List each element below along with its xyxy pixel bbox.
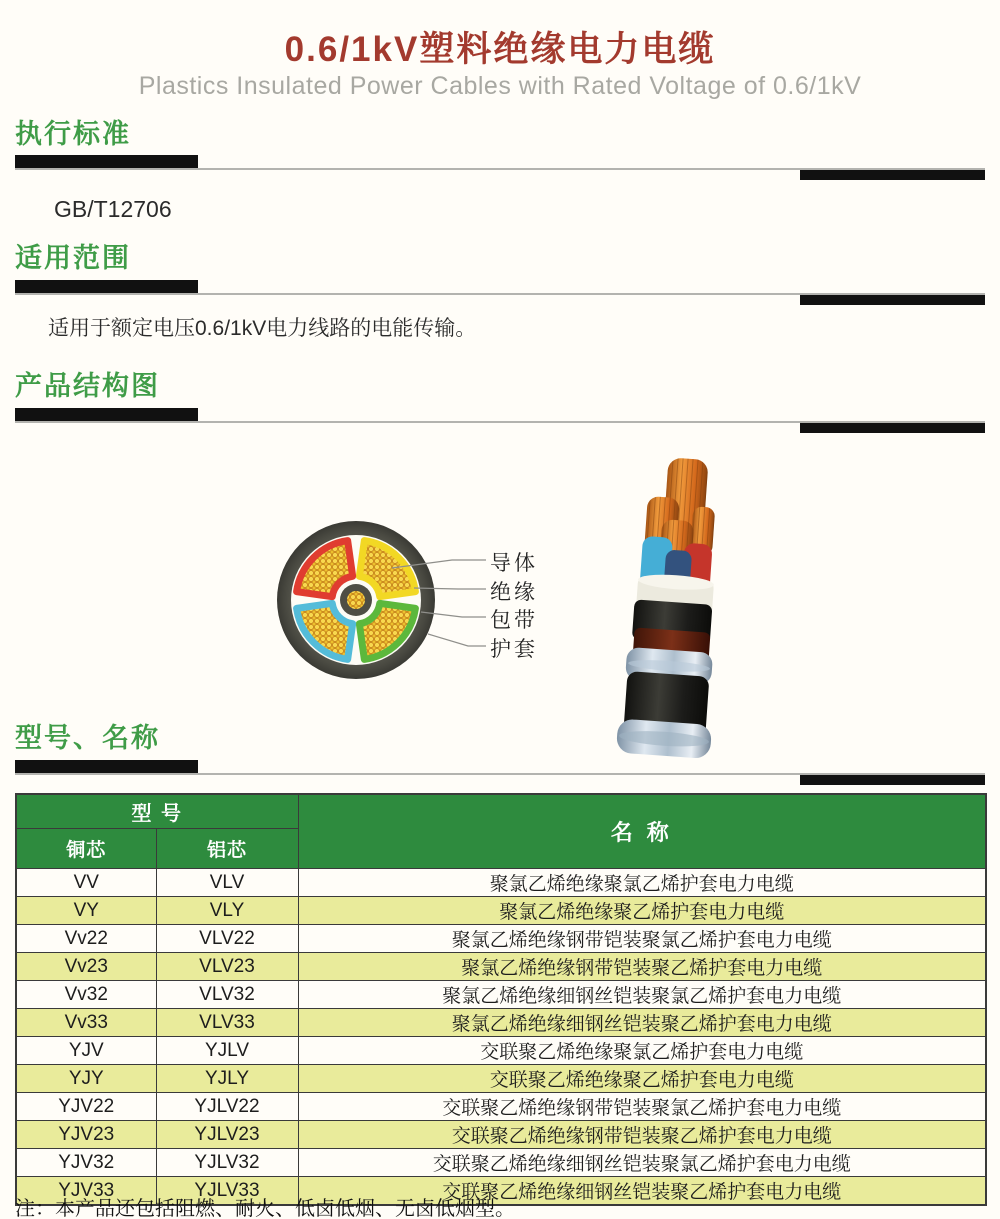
cable-name: 交联聚乙烯绝缘聚氯乙烯护套电力电缆 [298, 1037, 986, 1065]
structure-label-insulation: 绝缘 [490, 581, 538, 604]
section-divider [15, 760, 985, 788]
copper-model-code: YJV23 [16, 1121, 156, 1149]
cable-name: 聚氯乙烯绝缘细钢丝铠装聚乙烯护套电力电缆 [298, 1009, 986, 1037]
structure-label-conductor: 导体 [490, 552, 538, 575]
aluminum-model-code: YJLV33 [156, 1177, 298, 1206]
page-title: 0.6/1kV塑料绝缘电力电缆 [284, 30, 716, 69]
copper-model-code: YJV22 [16, 1093, 156, 1121]
copper-model-code: YJV [16, 1037, 156, 1065]
copper-model-code: YJY [16, 1065, 156, 1093]
table-row [16, 1121, 986, 1149]
aluminum-model-code: YJLV22 [156, 1093, 298, 1121]
cable-name: 聚氯乙烯绝缘钢带铠装聚氯乙烯护套电力电缆 [298, 925, 986, 953]
copper-model-code: YJV32 [16, 1149, 156, 1177]
copper-model-code: VY [16, 897, 156, 925]
center-conductor [347, 591, 365, 609]
cable-name: 聚氯乙烯绝缘细钢丝铠装聚氯乙烯护套电力电缆 [298, 981, 986, 1009]
aluminum-model-code: YJLV [156, 1037, 298, 1065]
table-row [16, 1065, 986, 1093]
aluminum-model-code: VLV32 [156, 981, 298, 1009]
section-heading-models: 型号、名称 [15, 723, 160, 753]
divider-left-bar [15, 280, 198, 294]
table-header-name: 名 称 [298, 794, 986, 869]
cable-name: 交联聚乙烯绝缘钢带铠装聚氯乙烯护套电力电缆 [298, 1093, 986, 1121]
copper-model-code: Vv22 [16, 925, 156, 953]
page-subtitle-english: Plastics Insulated Power Cables with Rated Voltage of 0.6/1kV [138, 72, 862, 100]
standard-value: GB/T12706 [54, 196, 172, 222]
aluminum-model-code: VLV23 [156, 953, 298, 981]
table-row [16, 1093, 986, 1121]
table-row [16, 1149, 986, 1177]
table-row [16, 1037, 986, 1065]
aluminum-model-code: VLY [156, 897, 298, 925]
aluminum-model-code: YJLY [156, 1065, 298, 1093]
structure-label-tape: 包带 [490, 609, 538, 632]
aluminum-model-code: VLV [156, 869, 298, 897]
table-header-copper: 铜芯 [16, 829, 156, 869]
section-divider [15, 155, 985, 183]
divider-left-bar [15, 408, 198, 422]
cable-photo [600, 450, 760, 760]
cable-name: 聚氯乙烯绝缘钢带铠装聚乙烯护套电力电缆 [298, 953, 986, 981]
cable-name: 交联聚乙烯绝缘细钢丝铠装聚氯乙烯护套电力电缆 [298, 1149, 986, 1177]
aluminum-model-code: YJLV32 [156, 1149, 298, 1177]
table-row [16, 897, 986, 925]
table-header-aluminum: 铝芯 [156, 829, 298, 869]
divider-left-bar [15, 760, 198, 774]
copper-model-code: YJV33 [16, 1177, 156, 1206]
cable-name: 交联聚乙烯绝缘聚乙烯护套电力电缆 [298, 1065, 986, 1093]
model-name-table [15, 793, 987, 1206]
copper-model-code: Vv23 [16, 953, 156, 981]
aluminum-model-code: VLV33 [156, 1009, 298, 1037]
footnote: 注：本产品还包括阻燃、耐火、低卤低烟、无卤低烟型。 [15, 1198, 515, 1219]
cable-name: 聚氯乙烯绝缘聚乙烯护套电力电缆 [298, 897, 986, 925]
divider-right-bar [800, 170, 985, 180]
table-row [16, 925, 986, 953]
table-row [16, 1009, 986, 1037]
table-row [16, 953, 986, 981]
copper-model-code: Vv32 [16, 981, 156, 1009]
table-row [16, 869, 986, 897]
structure-label-sheath: 护套 [490, 638, 538, 661]
scope-description: 适用于额定电压0.6/1kV电力线路的电能传输。 [48, 317, 477, 340]
copper-model-code: Vv33 [16, 1009, 156, 1037]
table-header-model: 型 号 [16, 794, 298, 829]
section-divider [15, 280, 985, 308]
section-heading-structure: 产品结构图 [15, 371, 160, 401]
divider-right-bar [800, 775, 985, 785]
copper-model-code: VV [16, 869, 156, 897]
table-row [16, 981, 986, 1009]
cable-name: 交联聚乙烯绝缘细钢丝铠装聚乙烯护套电力电缆 [298, 1177, 986, 1206]
section-heading-standard: 执行标准 [15, 119, 131, 149]
cable-name: 聚氯乙烯绝缘聚氯乙烯护套电力电缆 [298, 869, 986, 897]
product-structure-figure [0, 430, 1000, 760]
section-heading-scope: 适用范围 [15, 243, 131, 273]
cable-cross-section-diagram [276, 520, 436, 680]
aluminum-model-code: VLV22 [156, 925, 298, 953]
divider-left-bar [15, 155, 198, 169]
divider-right-bar [800, 295, 985, 305]
cable-name: 交联聚乙烯绝缘钢带铠装聚乙烯护套电力电缆 [298, 1121, 986, 1149]
aluminum-model-code: YJLV23 [156, 1121, 298, 1149]
